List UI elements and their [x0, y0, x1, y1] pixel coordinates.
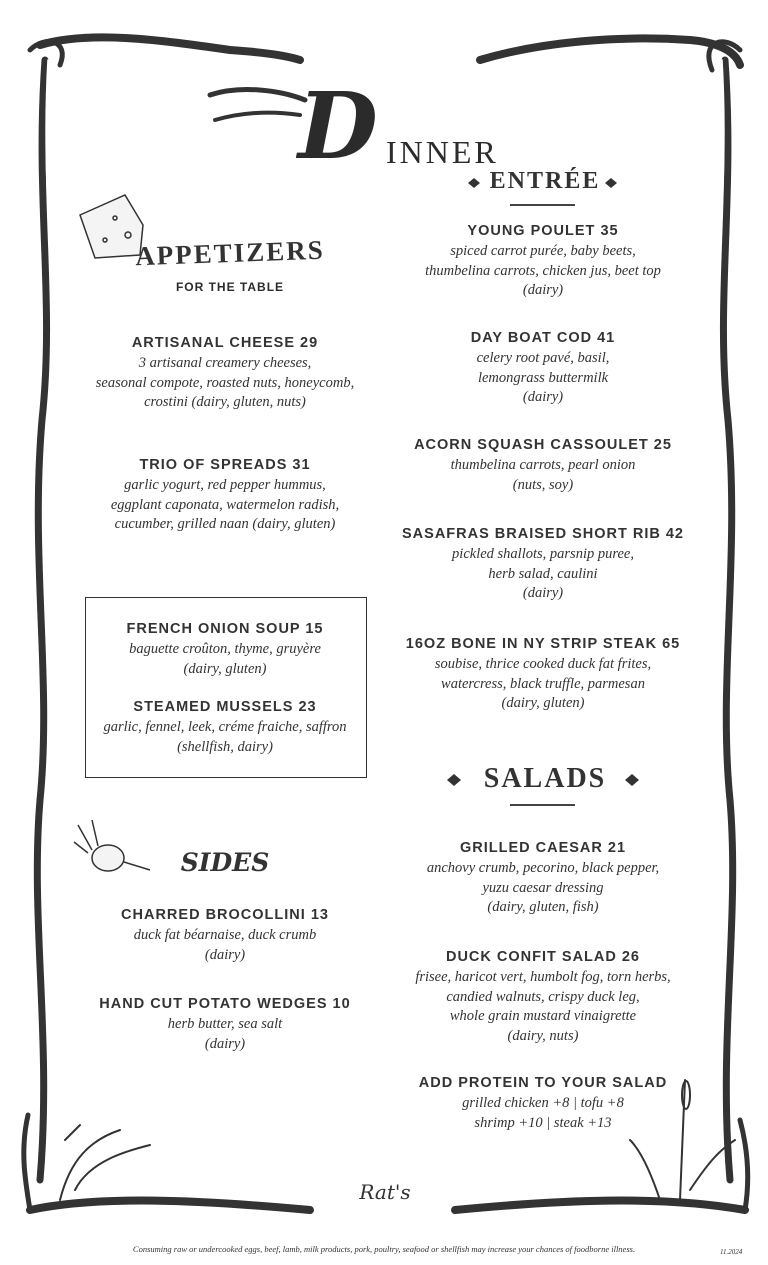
salads-divider — [510, 804, 575, 806]
featured-menu-item — [75, 618, 375, 679]
item-name: DAY BOAT COD 41 — [470, 330, 616, 346]
menu-date: 11.2024 — [720, 1248, 743, 1256]
item-description-line: (dairy) — [522, 282, 564, 298]
item-name: TRIO OF SPREADS 31 — [139, 457, 311, 473]
appetizers-menu-item — [65, 454, 385, 535]
item-description-line: cucumber, grilled naan (dairy, gluten) — [114, 516, 336, 532]
featured-menu-item — [75, 696, 375, 757]
item-description-line: pickled shallots, parsnip puree, — [452, 546, 634, 562]
sides-menu-item — [75, 993, 375, 1054]
item-description-line: lemongrass buttermilk — [477, 369, 609, 386]
item-description-line: thumbelina carrots, chicken jus, beet top — [425, 262, 661, 279]
item-description-line: anchovy crumb, pecorino, black pepper, — [426, 860, 660, 876]
item-name: ARTISANAL CHEESE 29 — [131, 335, 319, 351]
sides-menu-item — [75, 904, 375, 965]
item-description-line: yuzu caesar dressing — [482, 879, 604, 896]
item-name: DUCK CONFIT SALAD 26 — [445, 949, 640, 965]
item-description-line: (dairy, nuts) — [507, 1027, 579, 1044]
item-description-line: watercress, black truffle, parmesan — [441, 675, 645, 692]
item-description-line: grilled chicken +8 | tofu +8 — [462, 1095, 624, 1111]
item-description-line: (dairy) — [522, 389, 564, 405]
item-description-line: (dairy, gluten) — [183, 660, 267, 677]
salads-menu-item — [373, 946, 713, 1046]
item-description-line: seasonal compote, roasted nuts, honeycomb, — [95, 374, 355, 391]
appetizers-menu-item — [65, 332, 385, 413]
item-name: 16OZ BONE IN NY STRIP STEAK 65 — [405, 636, 681, 652]
entree-menu-item — [373, 523, 713, 604]
item-description-line: candied walnuts, crispy duck leg, — [446, 988, 640, 1005]
rats-logo: Rat's — [359, 1180, 411, 1204]
item-description-line: baguette croûton, thyme, gruyère — [129, 641, 321, 657]
item-description-line: eggplant caponata, watermelon radish, — [110, 496, 340, 513]
item-description-line: thumbelina carrots, pearl onion — [450, 457, 636, 473]
item-description-line: (dairy) — [204, 1035, 246, 1052]
item-description-line: (shellfish, dairy) — [177, 738, 273, 755]
salads-heading: SALADS — [483, 763, 607, 794]
item-description-line: spiced carrot purée, baby beets, — [450, 243, 636, 259]
item-name: ACORN SQUASH CASSOULET 25 — [414, 437, 672, 453]
item-description-line: crostini (dairy, gluten, nuts) — [144, 394, 306, 410]
item-description-line: soubise, thrice cooked duck fat frites, — [434, 656, 652, 672]
item-description-line: (dairy, gluten, fish) — [487, 899, 599, 915]
item-description-line: (nuts, soy) — [512, 476, 574, 493]
item-name: SASAFRAS BRAISED SHORT RIB 42 — [402, 526, 684, 542]
item-name: ADD PROTEIN TO YOUR SALAD — [418, 1075, 668, 1091]
radish-illustration-icon — [74, 820, 150, 871]
item-name: STEAMED MUSSELS 23 — [133, 699, 317, 715]
item-description-line: duck fat béarnaise, duck crumb — [133, 927, 317, 943]
item-description-line: (dairy) — [204, 946, 246, 963]
item-description-line: garlic yogurt, red pepper hummus, — [124, 477, 326, 493]
item-description-line: (dairy, gluten) — [501, 695, 585, 711]
sides-heading: SIDES — [180, 848, 270, 877]
salads-menu-item — [373, 837, 713, 918]
entree-menu-item — [373, 327, 713, 408]
item-description-line: herb butter, sea salt — [167, 1016, 283, 1032]
entree-menu-item — [373, 220, 713, 301]
entree-menu-item — [373, 633, 713, 714]
title-initial: D — [298, 72, 378, 180]
entree-menu-item — [373, 434, 713, 495]
menu-title — [0, 50, 768, 180]
item-name: FRENCH ONION SOUP 15 — [126, 621, 324, 637]
item-name: HAND CUT POTATO WEDGES 10 — [99, 996, 351, 1012]
appetizers-subheading: FOR THE TABLE — [175, 280, 285, 294]
item-description-line: garlic, fennel, leek, créme fraiche, saffron — [103, 719, 347, 735]
item-description-line: shrimp +10 | steak +13 — [474, 1114, 612, 1131]
item-description-line: whole grain mustard vinaigrette — [449, 1008, 637, 1024]
entree-heading: ENTRÉE — [489, 168, 601, 194]
item-description-line: frisee, haricot vert, humbolt fog, torn herbs, — [415, 969, 671, 985]
foodborne-disclaimer: Consuming raw or undercooked eggs, beef, lamb, milk products, pork, poultry, seafood or shellfish may increase your chances of foodborne illness. — [132, 1244, 636, 1254]
appetizers-heading: APPETIZERS — [134, 234, 326, 272]
title-rest: INNER — [386, 134, 499, 170]
item-description-line: 3 artisanal creamery cheeses, — [138, 355, 312, 371]
item-name: CHARRED BROCOLLINI 13 — [121, 907, 329, 923]
entree-divider — [510, 204, 575, 206]
item-description-line: celery root pavé, basil, — [476, 350, 610, 366]
item-name: GRILLED CAESAR 21 — [459, 840, 627, 856]
salads-menu-item — [373, 1072, 713, 1133]
item-name: YOUNG POULET 35 — [467, 223, 619, 239]
item-description-line: (dairy) — [522, 585, 564, 601]
item-description-line: herb salad, caulini — [488, 565, 598, 582]
